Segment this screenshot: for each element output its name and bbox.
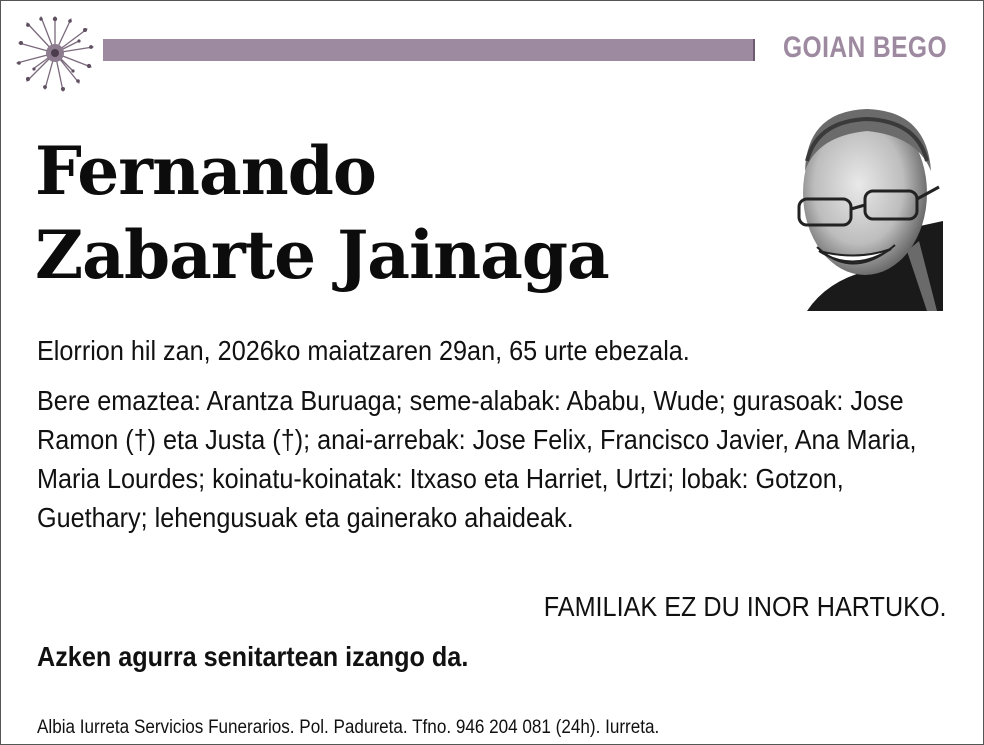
- death-info: Elorrion hil zan, 2026ko maiatzaren 29an, 65 urte ebezala.: [37, 335, 690, 366]
- funeral-home-footer: Albia Iurreta Servicios Funerarios. Pol. Padureta. Tfno. 946 204 081 (24h). Iurreta.: [37, 717, 660, 738]
- header-bar-end: [753, 39, 755, 61]
- header-title: GOIAN BEGO: [782, 31, 947, 64]
- name-line-surnames: Zabarte Jainaga: [35, 216, 609, 294]
- flower-icon: [13, 13, 97, 93]
- family-list: Bere emaztea: Arantza Buruaga; seme-alabak: Ababu, Wude; gurasoak: Jose Ramon (†) eta Justa (†); anai-arrebak: Jose Felix, Francisco Javier, Ana Maria, Maria Lourdes; koinatu-koinatak: Itxaso eta Harriet, Urtzi; lobak: Gotzon, Guethary; lehengusuak eta gainerako ahaideak.: [37, 385, 917, 533]
- visitation-notice: FAMILIAK EZ DU INOR HARTUKO.: [544, 591, 947, 622]
- portrait-photo: [787, 101, 943, 311]
- farewell-note: Azken agurra senitartean izango da.: [37, 641, 469, 672]
- name-line-first: Fernando: [35, 132, 376, 210]
- header-bar: [103, 39, 753, 61]
- deceased-name: [35, 129, 609, 297]
